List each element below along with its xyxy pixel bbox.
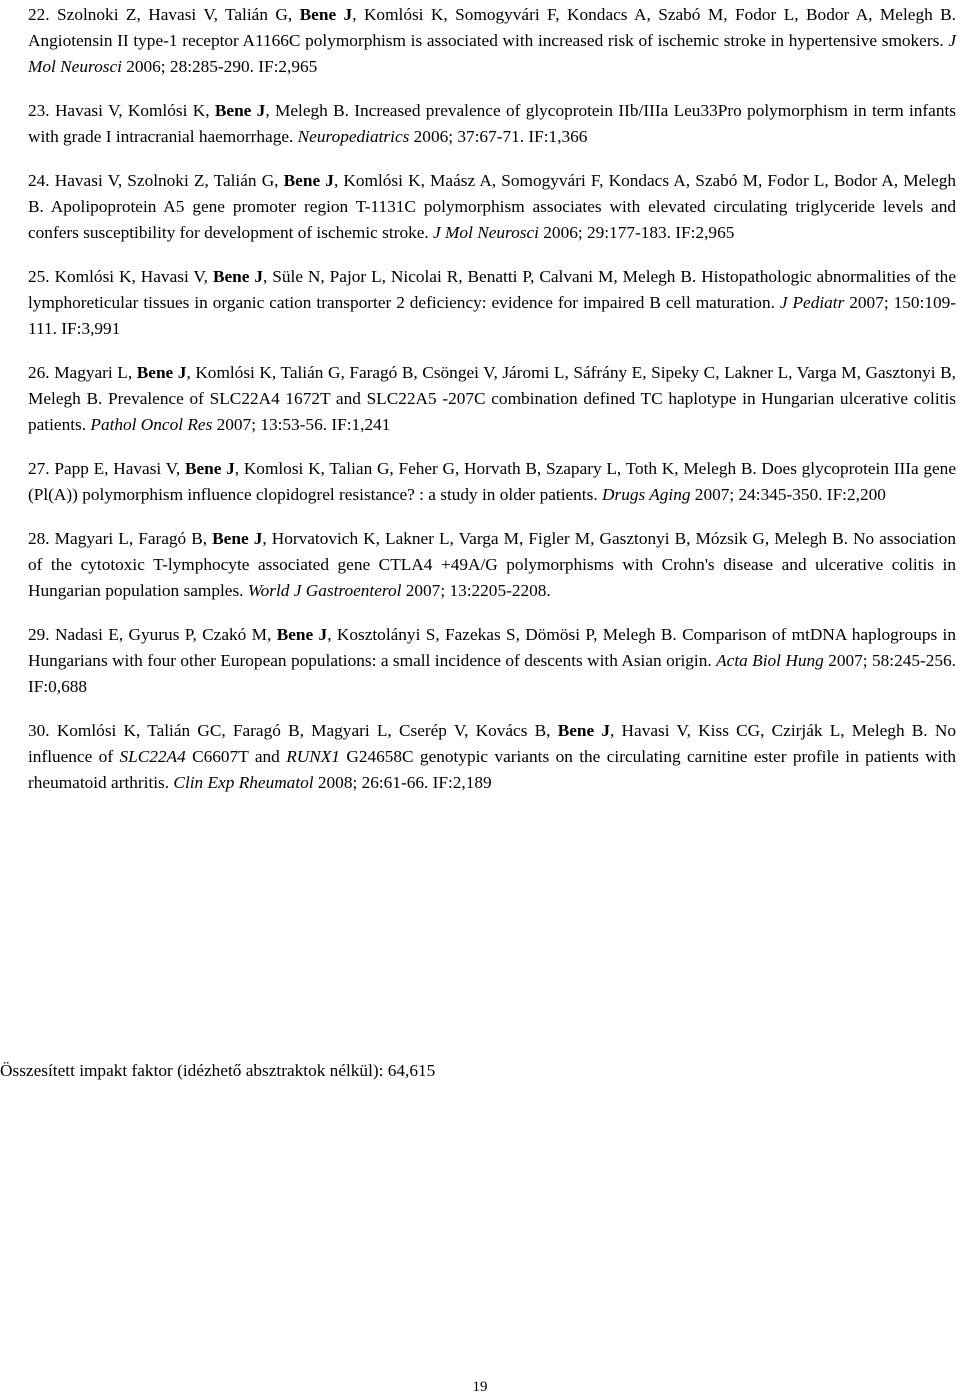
reference-number: 28. bbox=[28, 529, 50, 548]
reference-authors: Komlósi K, Talián GC, Faragó B, Magyari L, Cserép V, Kovács B, bbox=[56, 721, 551, 740]
reference-item bbox=[28, 168, 956, 246]
reference-authors: Havasi V, Komlósi K, bbox=[54, 101, 210, 120]
highlighted-author: Bene J bbox=[214, 101, 266, 120]
journal-name: Clin Exp Rheumatol bbox=[173, 773, 314, 792]
reference-list bbox=[28, 2, 956, 814]
reference-item bbox=[28, 98, 956, 150]
publication-details: 2006; 28:285-290. IF:2,965 bbox=[121, 57, 318, 76]
journal-name: Neuropediatrics bbox=[297, 127, 410, 146]
reference-item bbox=[28, 360, 956, 438]
reference-number: 22. bbox=[28, 5, 50, 24]
publication-details: 2007; 13:2205-2208. bbox=[401, 581, 551, 600]
reference-title: No influence of bbox=[28, 721, 956, 766]
reference-title: G24658C genotypic variants on the circulating carnitine ester profile in patients with rheumatoid arthritis. bbox=[28, 747, 956, 792]
journal-name: Acta Biol Hung bbox=[716, 651, 824, 670]
reference-authors: Nadasi E, Gyurus P, Czakó M, bbox=[54, 625, 272, 644]
page-number: 19 bbox=[472, 1379, 488, 1395]
reference-title: Does glycoprotein IIIa gene (Pl(A)) polymorphism influence clopidogrel resistance? : a study in older patients. bbox=[28, 459, 956, 504]
highlighted-author: Bene J bbox=[212, 267, 263, 286]
reference-item bbox=[28, 264, 956, 342]
reference-item bbox=[28, 622, 956, 700]
reference-authors: , Komlósi K, Somogyvári F, Kondacs A, Szabó M, Fodor L, Bodor A, Melegh B. bbox=[352, 5, 957, 24]
publication-details: 2007; 13:53-56. IF:1,241 bbox=[212, 415, 391, 434]
reference-authors: , Komlósi K, Maász A, Somogyvári F, Kondacs A, Szabó M, Fodor L, Bodor A, Melegh B. bbox=[28, 171, 957, 216]
reference-item bbox=[28, 526, 956, 604]
journal-name: Drugs Aging bbox=[601, 485, 691, 504]
reference-title: Angiotensin II type-1 receptor A1166C polymorphism is associated with increased risk of ischemic stroke in hypertensive smokers. bbox=[28, 31, 949, 50]
reference-authors: , Kosztolányi S, Fazekas S, Dömösi P, Melegh B. bbox=[327, 625, 677, 644]
reference-title: Comparison of mtDNA haplogroups in Hungarians with four other European populations: a small incidence of descents with Asian origin. bbox=[28, 625, 957, 670]
publication-details: 2007; 150:109-111. IF:3,991 bbox=[28, 293, 956, 338]
reference-title: Histopathologic abnormalities of the lymphoreticular tissues in organic cation transporter 2 deficiency: evidence for impaired B cell maturation. bbox=[28, 267, 956, 312]
reference-title: SLC22A4 bbox=[119, 747, 186, 766]
reference-authors: Papp E, Havasi V, bbox=[54, 459, 181, 478]
reference-number: 26. bbox=[28, 363, 50, 382]
reference-authors: , Komlósi K, Talián G, Faragó B, Csöngei V, Járomi L, Sáfrány E, Sipeky C, Lakner L, Varga M, Gasztonyi B, Melegh B. bbox=[28, 363, 956, 408]
highlighted-author: Bene J bbox=[283, 171, 334, 190]
publication-details: 2008; 26:61-66. IF:2,189 bbox=[313, 773, 492, 792]
reference-authors: Havasi V, Szolnoki Z, Talián G, bbox=[54, 171, 279, 190]
reference-authors: Magyari L, Faragó B, bbox=[54, 529, 208, 548]
reference-title: Prevalence of SLC22A4 1672T and SLC22A5 -207C combination defined TC haplotype in Hungarian ulcerative colitis patients. bbox=[28, 389, 956, 434]
reference-authors: Szolnoki Z, Havasi V, Talián G, bbox=[57, 5, 293, 24]
reference-number: 25. bbox=[28, 267, 50, 286]
impact-factor-summary: Összesített impakt faktor (idézhető absztraktok nélkül): 64,615 bbox=[0, 1061, 436, 1080]
reference-authors: , Melegh B. bbox=[265, 101, 349, 120]
journal-name: J Pediatr bbox=[779, 293, 845, 312]
reference-title: No association of the cytotoxic T-lymphocyte associated gene CTLA4 +49A/G polymorphisms with Crohn's disease and ulcerative colitis in Hungarian population samples. bbox=[28, 529, 956, 600]
reference-number: 24. bbox=[28, 171, 50, 190]
reference-title: RUNX1 bbox=[286, 747, 340, 766]
reference-item bbox=[28, 456, 956, 508]
publication-details: 2007; 58:245-256. IF:0,688 bbox=[28, 651, 956, 696]
reference-number: 29. bbox=[28, 625, 50, 644]
publication-details: 2007; 24:345-350. IF:2,200 bbox=[690, 485, 886, 504]
reference-authors: Komlósi K, Havasi V, bbox=[54, 267, 208, 286]
publication-details: 2006; 37:67-71. IF:1,366 bbox=[409, 127, 588, 146]
journal-name: J Mol Neurosci bbox=[433, 223, 539, 242]
reference-number: 27. bbox=[28, 459, 50, 478]
reference-authors: , Süle N, Pajor L, Nicolai R, Benatti P, Calvani M, Melegh B. bbox=[263, 267, 697, 286]
reference-title: Apolipoprotein A5 gene promoter region T-1131C polymorphism associates with elevated circulating triglyceride levels and confers susceptibility for development of ischemic stroke. bbox=[28, 197, 956, 242]
reference-item bbox=[28, 2, 956, 80]
reference-authors: Magyari L, bbox=[54, 363, 133, 382]
publication-details: 2006; 29:177-183. IF:2,965 bbox=[538, 223, 735, 242]
journal-name: Pathol Oncol Res bbox=[90, 415, 213, 434]
reference-number: 30. bbox=[28, 721, 50, 740]
reference-authors: , Komlosi K, Talian G, Feher G, Horvath B, Szapary L, Toth K, Melegh B. bbox=[234, 459, 757, 478]
reference-title: C6607T and bbox=[185, 747, 287, 766]
reference-authors: , Horvatovich K, Lakner L, Varga M, Figler M, Gasztonyi B, Mózsik G, Melegh B. bbox=[262, 529, 848, 548]
journal-name: World J Gastroenterol bbox=[247, 581, 402, 600]
highlighted-author: Bene J bbox=[136, 363, 187, 382]
reference-authors: , Havasi V, Kiss CG, Czirják L, Melegh B. bbox=[610, 721, 928, 740]
journal-name: J Mol Neurosci bbox=[28, 31, 956, 76]
highlighted-author: Bene J bbox=[212, 529, 263, 548]
highlighted-author: Bene J bbox=[299, 5, 353, 24]
highlighted-author: Bene J bbox=[276, 625, 328, 644]
highlighted-author: Bene J bbox=[557, 721, 611, 740]
highlighted-author: Bene J bbox=[184, 459, 235, 478]
reference-item bbox=[28, 718, 956, 796]
reference-title: Increased prevalence of glycoprotein IIb/IIIa Leu33Pro polymorphism in term infants with grade I intracranial haemorrhage. bbox=[28, 101, 957, 146]
reference-number: 23. bbox=[28, 101, 50, 120]
